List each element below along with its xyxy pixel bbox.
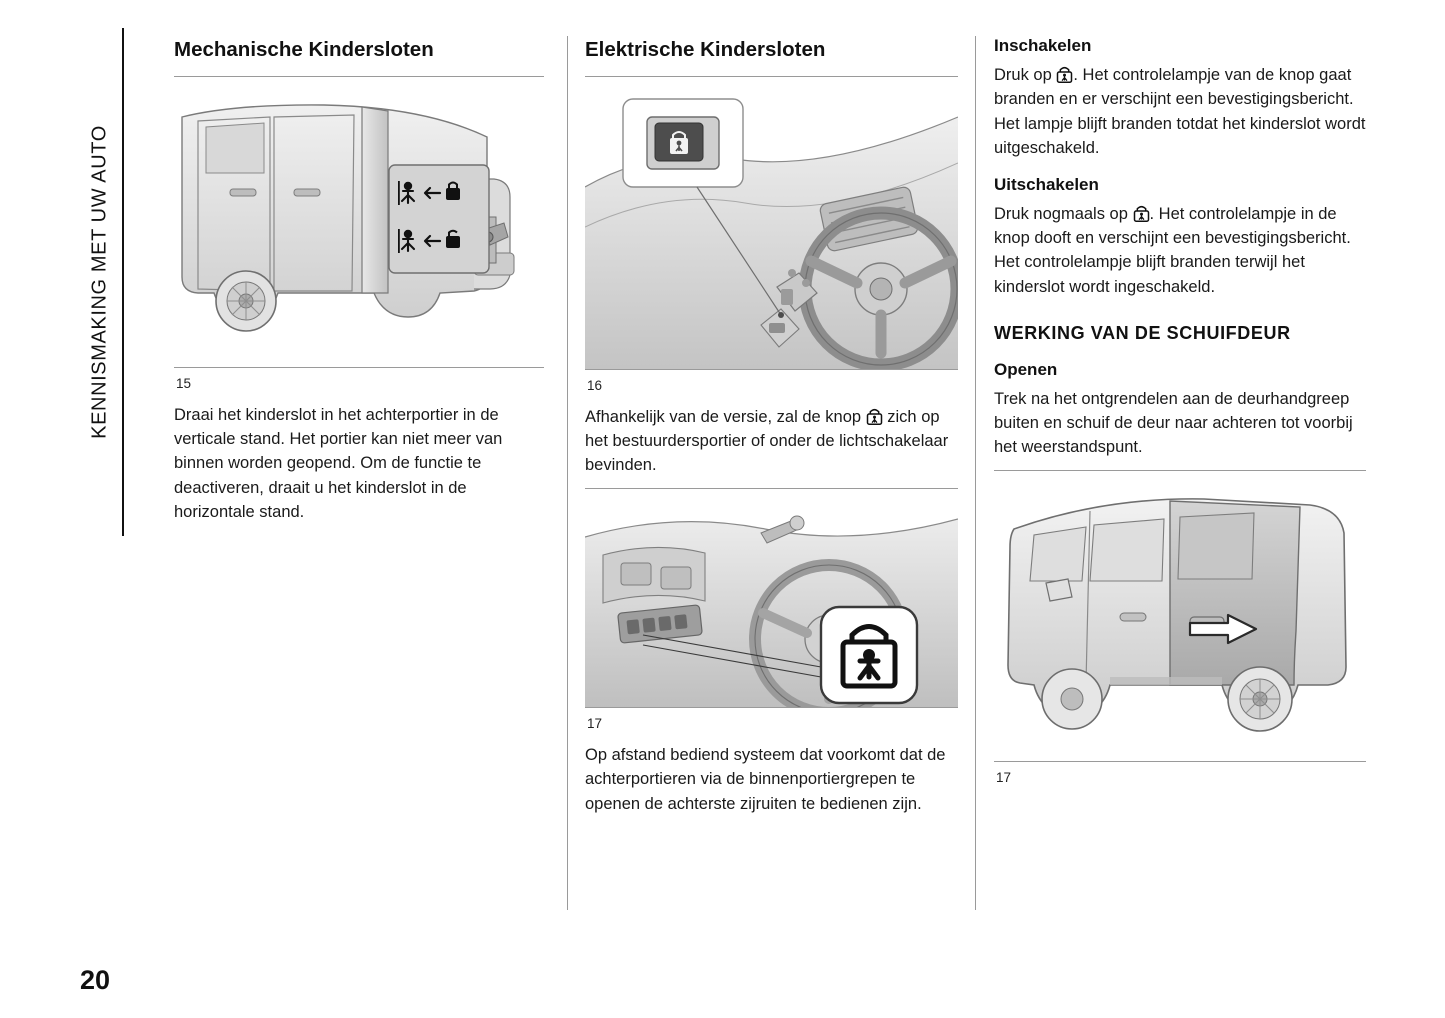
paragraph-button-location-text-before: Afhankelijk van de versie, zal de knop: [585, 407, 862, 426]
paragraph-inschakelen-before: Druk op: [994, 66, 1052, 84]
column-2: [585, 36, 958, 826]
column-divider-2: [975, 36, 976, 910]
heading-werking-van-de-schuifdeur: WERKING VAN DE SCHUIFDEUR: [994, 323, 1291, 344]
child-lock-icon: [1133, 205, 1150, 222]
column-3: [994, 36, 1366, 797]
subheading-openen: Openen: [994, 359, 1058, 379]
rear-door-child-lock-illustration: [174, 77, 544, 367]
paragraph-uitschakelen-before: Druk nogmaals op: [994, 204, 1128, 223]
figure-15: [174, 76, 544, 368]
heading-electric-child-locks: Elektrische Kindersloten: [585, 38, 826, 61]
child-lock-label-panel: [389, 165, 489, 273]
chapter-side-tab: [78, 28, 124, 536]
paragraph-button-location: [585, 405, 958, 478]
paragraph-inschakelen-after: . Het controlelampje van de knop gaat branden en er verschijnt een bevestigingsbericht. Het lampje blijft branden totdat het kinderslot wordt uitgeschakeld.: [994, 66, 1366, 158]
child-lock-badge-icon: [821, 607, 917, 703]
figure-16-number: 16: [587, 377, 603, 393]
child-lock-icon: [1056, 66, 1073, 83]
heading-mechanical-child-locks: Mechanische Kindersloten: [174, 38, 434, 61]
steering-column-switch-illustration: [585, 489, 958, 707]
subheading-inschakelen: Inschakelen: [994, 36, 1092, 55]
figure-17-sliding-door: [994, 470, 1366, 762]
child-lock-icon: [866, 408, 883, 425]
column-divider-1: [567, 36, 568, 910]
paragraph-mechanical-child-lock: Draai het kinderslot in het achterportier in de verticale stand. Het portier kan niet meer van binnen worden geopend. Om de functie te deactiveren, draait u het kinderslot in de horizontale stand.: [174, 405, 503, 522]
figure-17-sliding-door-number: 17: [996, 769, 1012, 785]
figure-17-steering-number: 17: [587, 715, 603, 731]
paragraph-button-location-text-after: zich op het bestuurdersportier of onder de lichtschakelaar bevinden.: [585, 407, 949, 475]
subheading-uitschakelen: Uitschakelen: [994, 174, 1099, 194]
figure-15-number: 15: [176, 375, 192, 391]
paragraph-inschakelen: [994, 63, 1366, 161]
paragraph-uitschakelen: [994, 202, 1366, 300]
page-number: 20: [80, 965, 111, 995]
figure-16: [585, 76, 958, 370]
paragraph-remote-system: Op afstand bediend systeem dat voorkomt dat de achterportieren via de binnenportiergrepen te openen de achterste zijruiten te bedienen zijn.: [585, 745, 946, 813]
sliding-door-illustration: [994, 471, 1366, 761]
figure-17-steering: [585, 488, 958, 708]
chapter-label: KENNISMAKING MET UW AUTO: [88, 125, 111, 439]
paragraph-openen: Trek na het ontgrendelen aan de deurhandgreep buiten en schuif de deur naar achteren tot voorbij het weerstandspunt.: [994, 389, 1353, 457]
dashboard-child-lock-button-illustration: [585, 77, 958, 369]
paragraph-uitschakelen-after: . Het controlelampje in de knop dooft en verschijnt een bevestigingsbericht. Het controlelampje blijft branden terwijl het kinderslot wordt ingeschakeld.: [994, 204, 1351, 296]
column-1: [174, 36, 544, 535]
